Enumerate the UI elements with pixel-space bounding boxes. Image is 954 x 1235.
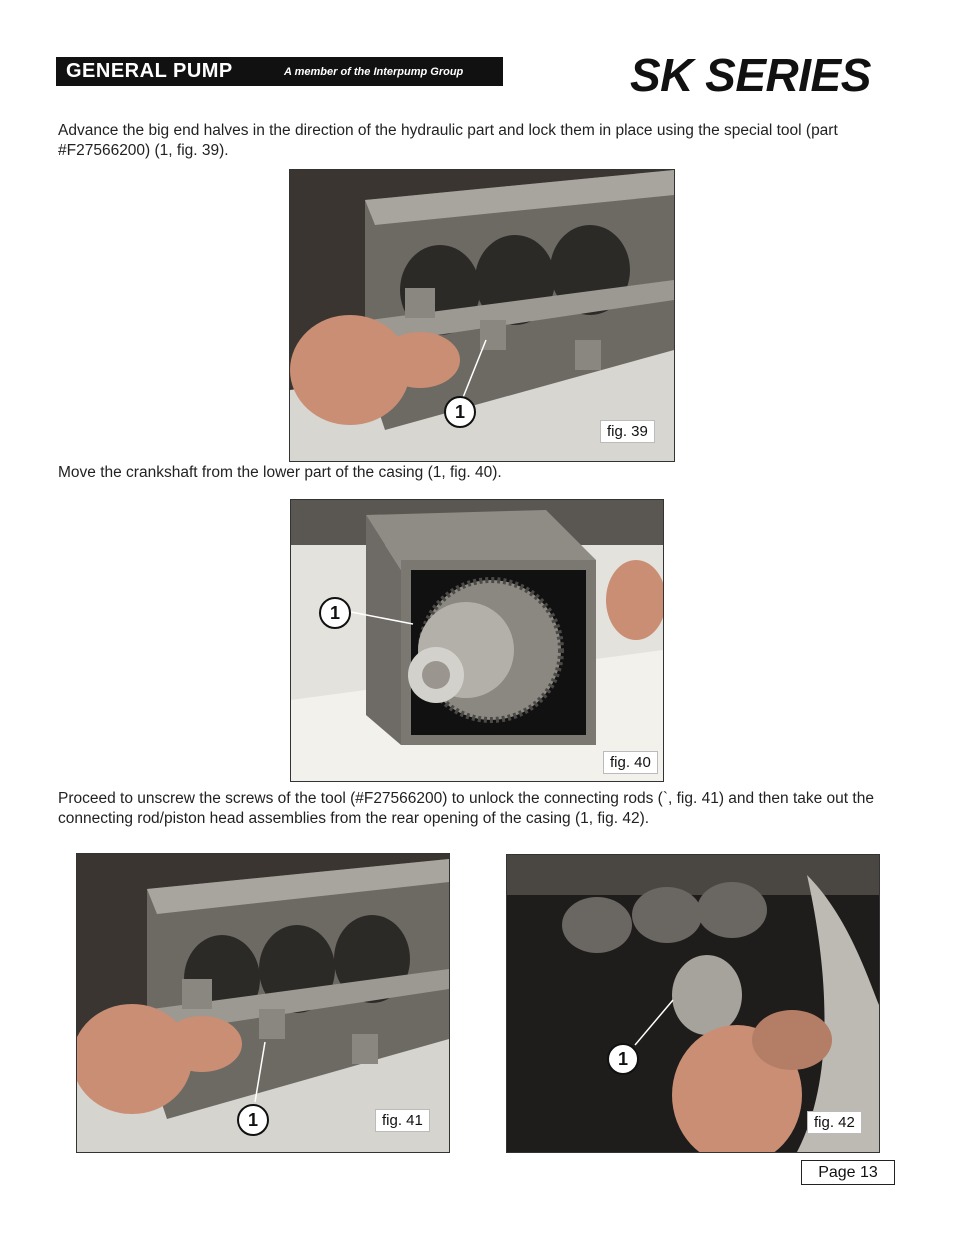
instruction-paragraph-2: Move the crankshaft from the lower part of the casing (1, fig. 40).	[58, 464, 502, 481]
figure-label: fig. 42	[807, 1111, 862, 1134]
figure-label: fig. 39	[600, 420, 655, 443]
callout-1: 1	[237, 1104, 269, 1136]
callout-1: 1	[444, 396, 476, 428]
page-number: Page 13	[801, 1160, 895, 1185]
figure-40-photo	[290, 499, 664, 782]
callout-1: 1	[319, 597, 351, 629]
instruction-paragraph-1: Advance the big end halves in the direction of the hydraulic part and lock them in place using the special tool (part #F27566200) (1, fig. 39).	[58, 122, 838, 159]
figure-41-photo	[76, 853, 450, 1153]
figure-label: fig. 41	[375, 1109, 430, 1132]
instruction-paragraph-3: Proceed to unscrew the screws of the tool (#F27566200) to unlock the connecting rods (`, fig. 41) and then take out the connecting rod/piston head assemblies from the rear opening of the casing (1, fig. 42).	[58, 790, 874, 827]
series-title: SK SERIES	[630, 49, 871, 101]
figure-39-photo	[289, 169, 675, 462]
brand-bar	[56, 57, 503, 86]
figure-label: fig. 40	[603, 751, 658, 774]
figure-42-photo	[506, 854, 880, 1153]
callout-1: 1	[607, 1043, 639, 1075]
brand-name: GENERAL PUMP	[66, 60, 233, 82]
brand-tagline: A member of the Interpump Group	[284, 65, 464, 78]
